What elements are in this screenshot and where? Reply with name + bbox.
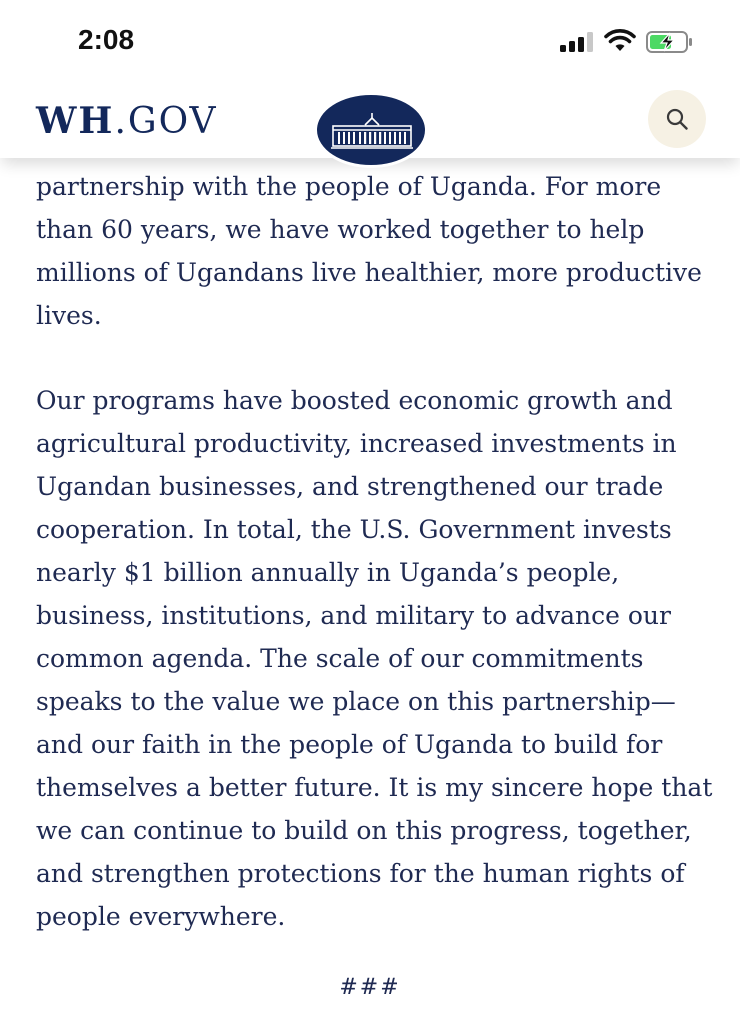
white-house-seal-icon[interactable] xyxy=(314,92,428,168)
article-body xyxy=(36,160,716,938)
search-icon xyxy=(665,107,689,131)
search-button[interactable] xyxy=(648,90,706,148)
logo-rest-text: .GOV xyxy=(114,101,218,142)
cellular-signal-icon xyxy=(560,32,594,52)
wifi-icon xyxy=(604,28,636,52)
battery-charging-icon xyxy=(646,31,694,53)
end-of-article-mark: ### xyxy=(339,975,401,1000)
site-logo[interactable] xyxy=(36,100,218,142)
article-paragraph: partnership with the people of Uganda. For more than 60 years, we have worked together to help millions of Ugandans live healthier, more productive lives. xyxy=(36,172,702,330)
site-header xyxy=(0,84,740,158)
status-time: 2:08 xyxy=(78,24,135,55)
logo-bold-text: WH xyxy=(36,100,115,142)
status-bar xyxy=(0,0,740,84)
article-paragraph: Our programs have boosted economic growth and agricultural productivity, increased investments in Ugandan businesses, and strengthened our trade cooperation. In total, the U.S. Government invests nearly $1 billion annually in Uganda’s people, business, institutions, and military to advance our common agenda. The scale of our commitments speaks to the value we place on this partnership—and our faith in the people of Uganda to build for themselves a better future. It is my sincere hope that we can continue to build on this progress, together, and strengthen protections for the human rights of people everywhere. xyxy=(36,386,713,931)
